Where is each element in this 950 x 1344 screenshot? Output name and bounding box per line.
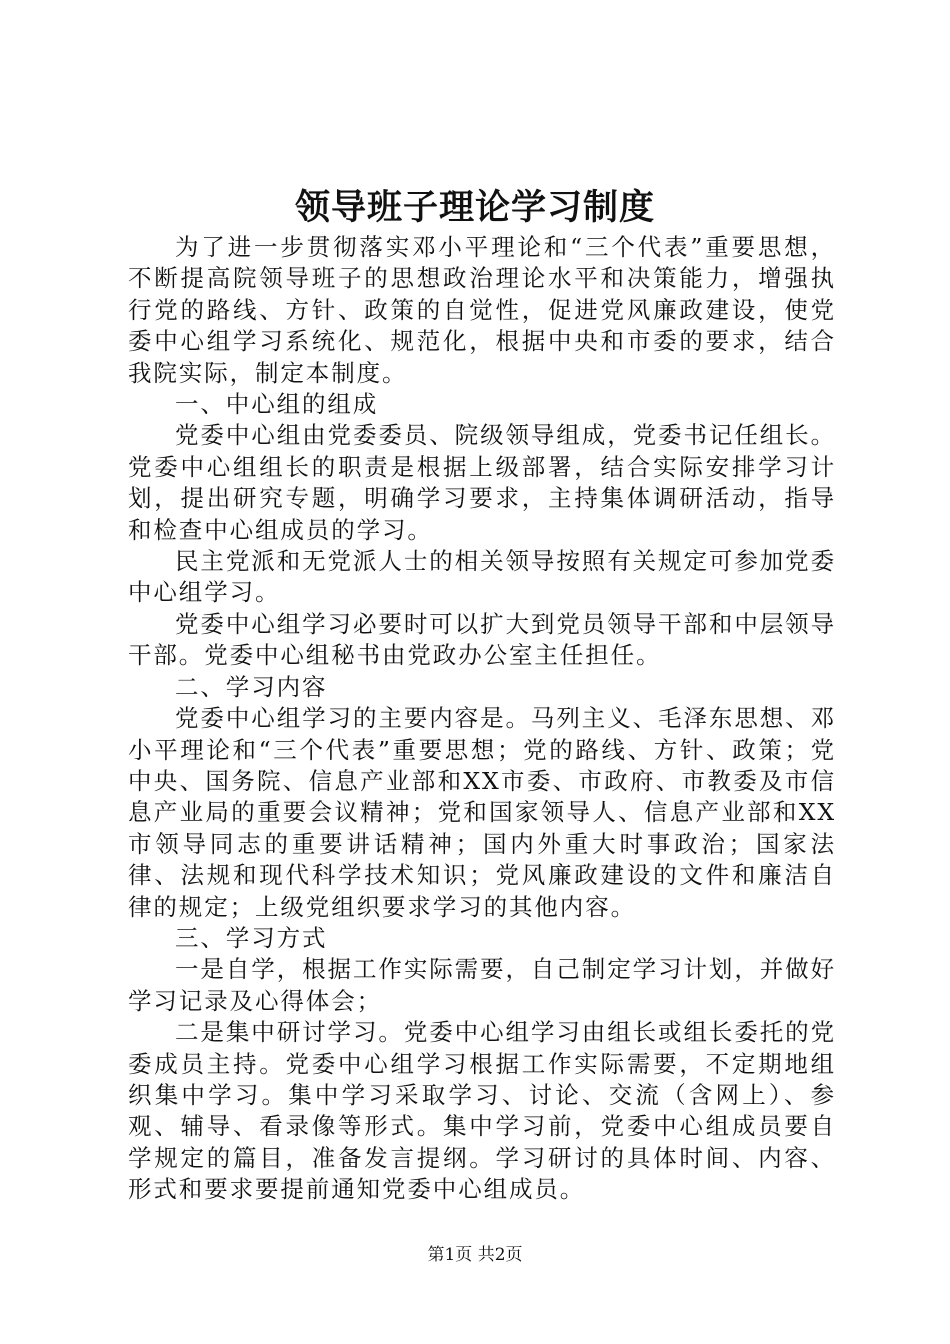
document-title: 领导班子理论学习制度 [294, 187, 655, 228]
intro-paragraph: 为了进一步贯彻落实邓小平理论和“三个代表”重要思想，不断提高院领导班子的思想政治理论水平和决策能力，增强执行党的路线、方针、政策的自觉性，促进党风廉政建设，使党委中心组学习系统化、规范化，根据中央和市委的要求，结合我院实际，制定本制度。 [128, 233, 836, 387]
document-body [128, 232, 836, 1206]
section-heading-3: 三、学习方式 [175, 923, 328, 952]
body-paragraph: 二是集中研讨学习。党委中心组学习由组长或组长委托的党委成员主持。党委中心组学习根据工作实际需要，不定期地组织集中学习。集中学习采取学习、讨论、交流（含网上）、参观、辅导、看录像等形式。集中学习前，党委中心组成员要自学规定的篇目，准备发言提纲。学习研讨的具体时间、内容、形式和要求要提前通知党委中心组成员。 [128, 1018, 836, 1204]
body-paragraph: 党委中心组学习必要时可以扩大到党员领导干部和中层领导干部。党委中心组秘书由党政办公室主任担任。 [128, 609, 836, 670]
body-paragraph: 民主党派和无党派人士的相关领导按照有关规定可参加党委中心组学习。 [128, 547, 836, 607]
section-heading-2: 二、学习内容 [175, 672, 328, 701]
body-paragraph: 党委中心组由党委委员、院级领导组成，党委书记任组长。党委中心组组长的职责是根据上级部署，结合实际安排学习计划，提出研究专题，明确学习要求，主持集体调研活动，指导和检查中心组成员的学习。 [128, 421, 836, 544]
body-paragraph: 党委中心组学习的主要内容是。马列主义、毛泽东思想、邓小平理论和“三个代表”重要思想；党的路线、方针、政策；党中央、国务院、信息产业部和XX市委、市政府、市教委及市信息产业局的重要会议精神；党和国家领导人、信息产业部和XX市领导同志的重要讲话精神；国内外重大时事政治；国家法律、法规和现代科学技术知识；党风廉政建设的文件和廉洁自律的规定；上级党组织要求学习的其他内容。 [128, 704, 836, 921]
body-paragraph: 一是自学，根据工作实际需要，自己制定学习计划，并做好学习记录及心得体会； [128, 955, 836, 1015]
page-number-footer: 第1页 共2页 [427, 1245, 523, 1265]
section-heading-1: 一、中心组的组成 [175, 390, 379, 419]
